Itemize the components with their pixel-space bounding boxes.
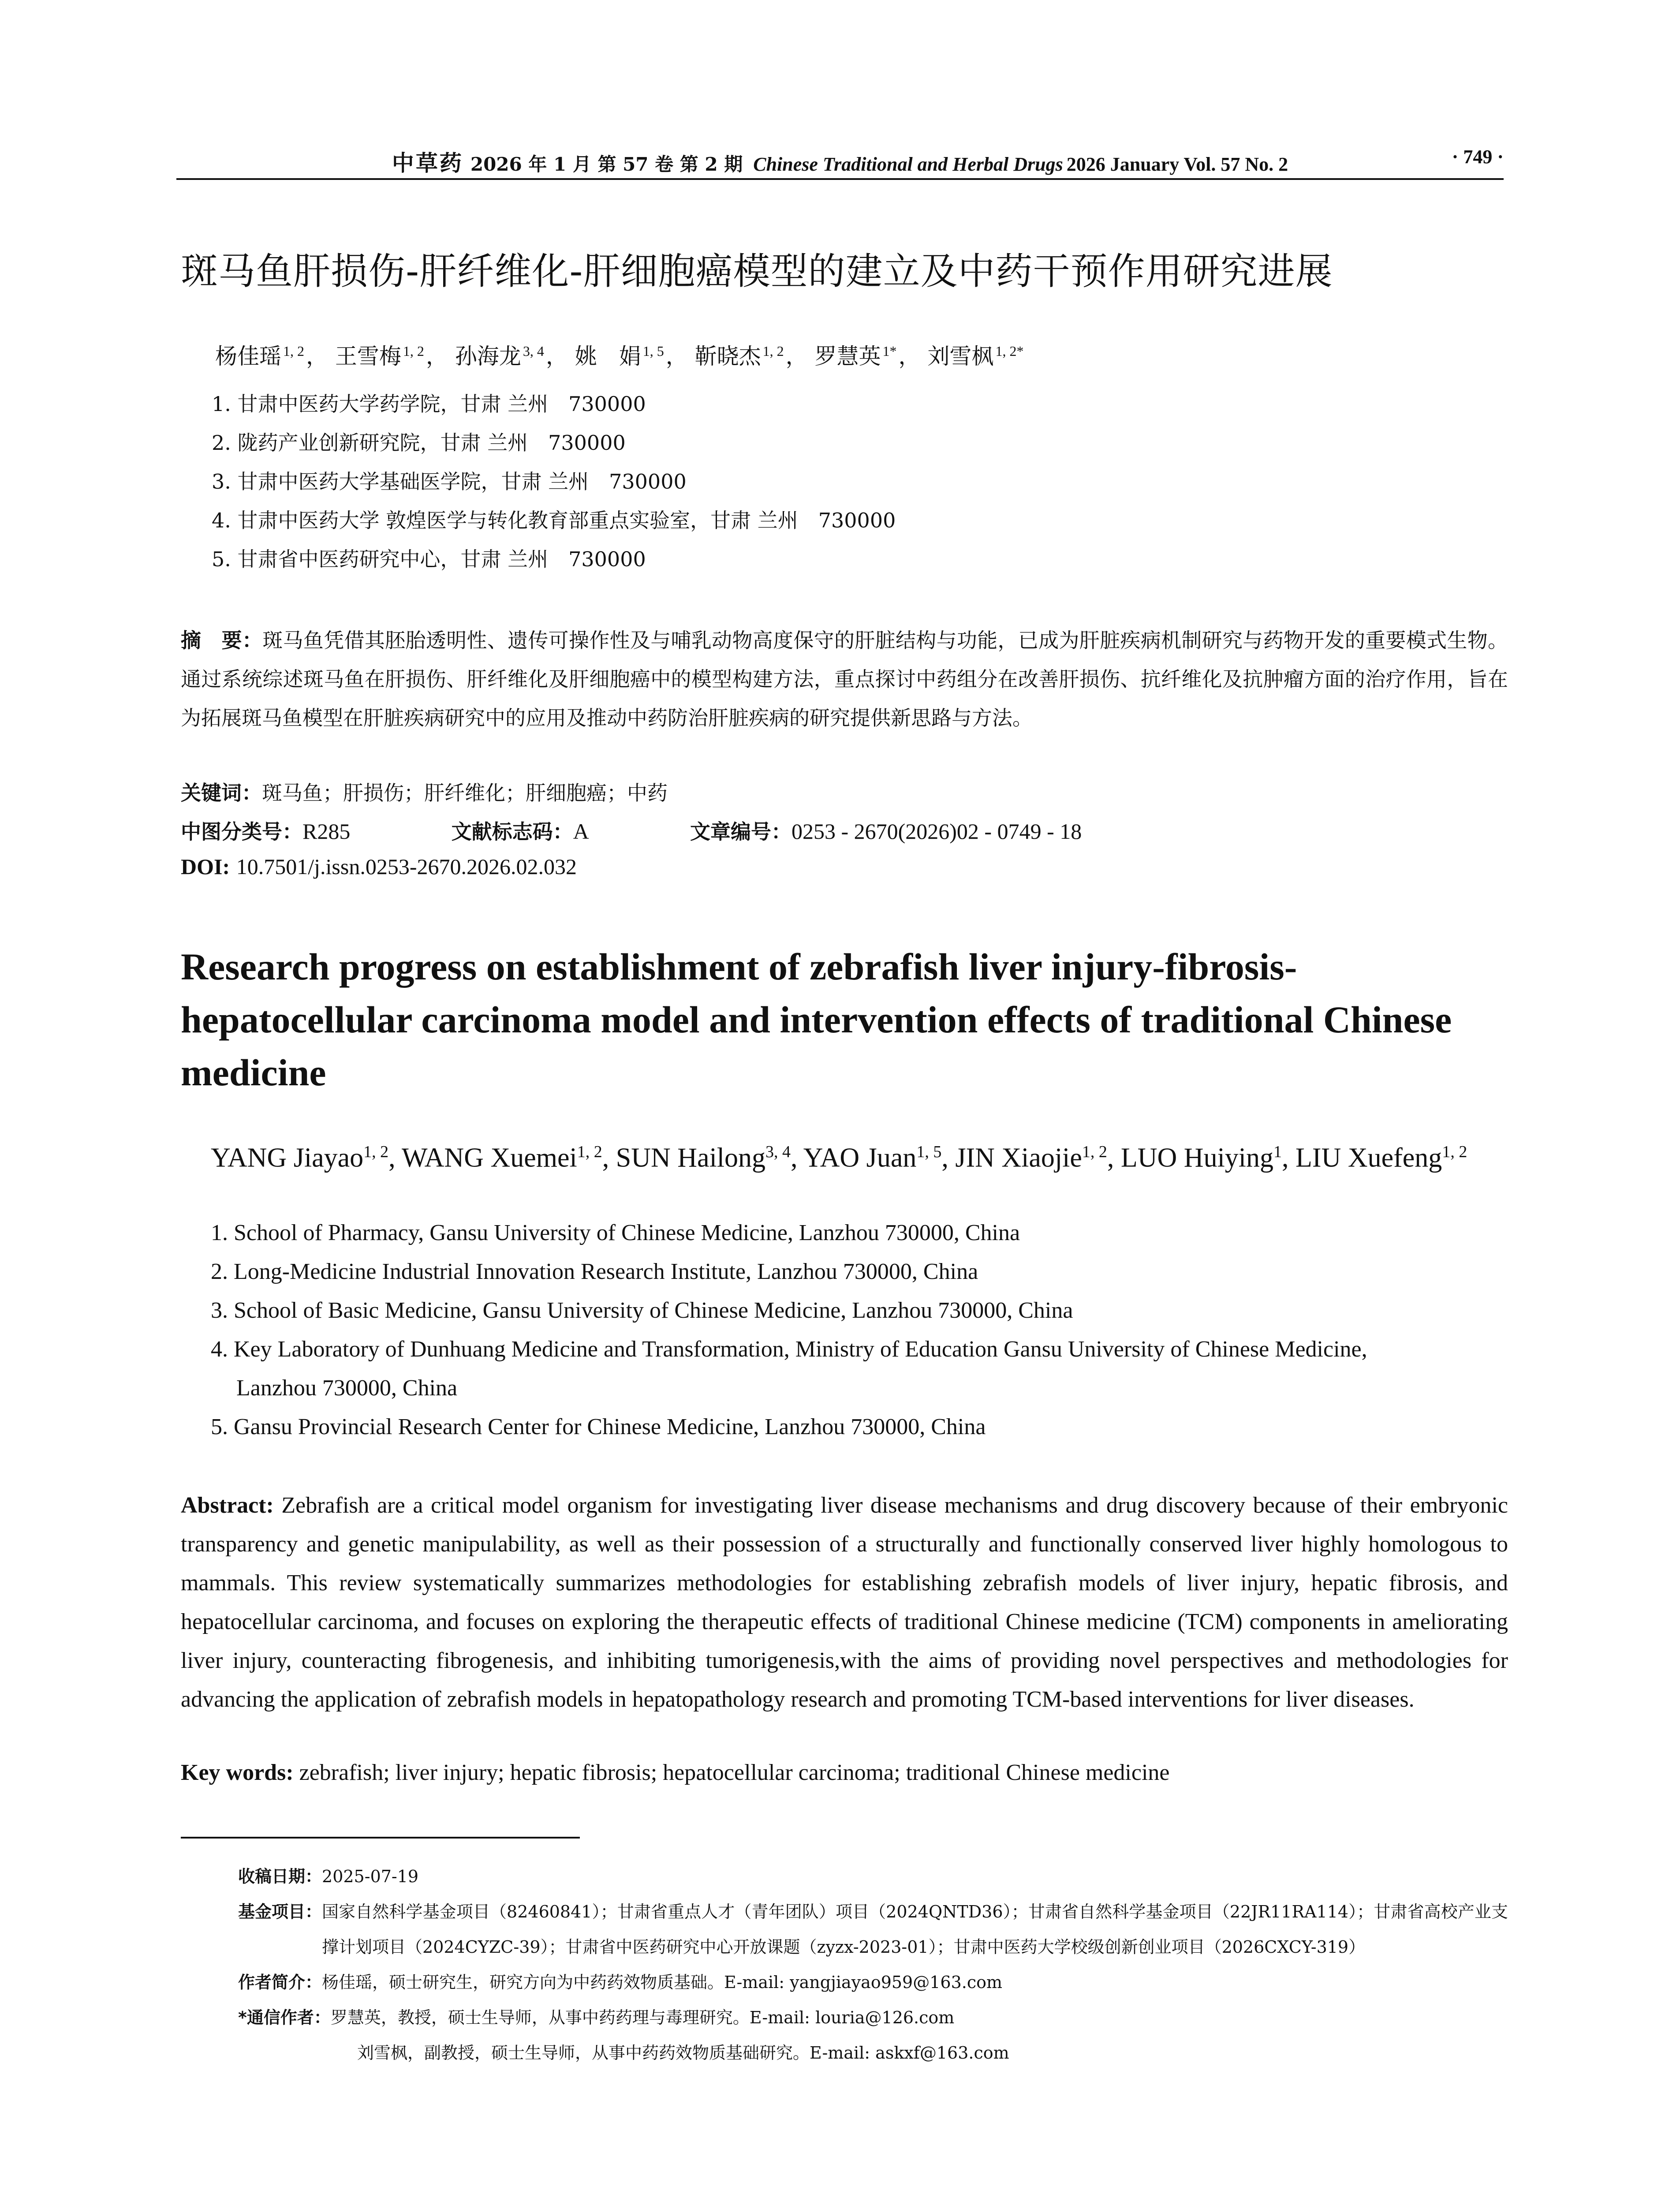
- author-separator: ，: [785, 344, 808, 369]
- doi-line: [181, 854, 1508, 879]
- keywords-text-en: zebrafish; liver injury; hepatic fibrosis; hepatocellular carcinoma; traditional Chinese medicine: [299, 1760, 1170, 1785]
- author-en: YANG Jiayao: [211, 1143, 364, 1173]
- author-cn: 靳晓杰: [694, 344, 761, 369]
- authors-en: [211, 1132, 1508, 1177]
- author-separator: ,: [1107, 1143, 1121, 1173]
- affiliation-cn: 1. 甘肃中医药大学药学院，甘肃 兰州 730000: [212, 392, 646, 416]
- author-separator: ,: [941, 1143, 956, 1173]
- affiliations-en: [211, 1214, 1508, 1446]
- clc-value: R285: [302, 819, 351, 844]
- author-en: LUO Huiying: [1120, 1143, 1274, 1173]
- author-affil-sup: 1, 2: [577, 1143, 602, 1161]
- doi-label: DOI:: [181, 854, 230, 879]
- article-no-label: 文章编号：: [690, 820, 791, 844]
- author-separator: ，: [306, 344, 328, 369]
- author-en: WANG Xuemei: [402, 1143, 577, 1173]
- issue-date-cn: 2026 年 1 月 第 57 卷 第 2 期: [470, 153, 743, 175]
- journal-name-cn: 中草药: [392, 150, 463, 176]
- fund-text: 国家自然科学基金项目（82460841）；甘肃省重点人才（青年团队）项目（2024QNTD36）；甘肃省自然科学基金项目（22JR11RA114）；甘肃省高校产业支撑计划项目（2024CYZC-39）；甘肃省中医药研究中心开放课题（zyzx-2023-01）；甘肃中医药大学校级创新创业项目（2026CXCY-319）: [322, 1902, 1508, 1957]
- title-cn: 斑马鱼肝损伤-肝纤维化-肝细胞癌模型的建立及中药干预作用研究进展: [181, 250, 1333, 293]
- author-affil-sup: 1, 2: [1082, 1143, 1107, 1161]
- author-affil-sup: 3, 4: [523, 343, 544, 359]
- bio-label: 作者简介：: [238, 1973, 322, 1992]
- page-number: · 749 ·: [1452, 146, 1504, 168]
- author-affil-sup: 1, 2: [283, 343, 304, 359]
- author-separator: ，: [898, 344, 921, 369]
- affiliation-en: 1. School of Pharmacy, Gansu University of Chinese Medicine, Lanzhou 730000, China: [211, 1220, 1020, 1245]
- author-affil-sup: 1, 2: [403, 343, 424, 359]
- issue-date-en: 2026 January Vol. 57 No. 2: [1066, 153, 1288, 175]
- doc-code-value: A: [573, 819, 589, 844]
- author-affil-sup: 1, 5: [642, 343, 664, 359]
- received-label: 收稿日期：: [238, 1867, 322, 1886]
- abstract-label-en: Abstract:: [181, 1493, 274, 1518]
- footnote-divider: [181, 1837, 580, 1839]
- received-date: 2025-07-19: [322, 1867, 419, 1886]
- footnote-received: [238, 1859, 1508, 1894]
- affiliation-en-continued: Lanzhou 730000, China: [236, 1375, 458, 1401]
- abstract-text-cn: 斑马鱼凭借其胚胎透明性、遗传可操作性及与哺乳动物高度保守的肝脏结构与功能，已成为肝脏疾病机制研究与药物开发的重要模式生物。通过系统综述斑马鱼在肝损伤、肝纤维化及肝细胞癌中的模型构建方法，重点探讨中药组分在改善肝损伤、抗纤维化及抗肿瘤方面的治疗作用，旨在为拓展斑马鱼模型在肝脏疾病研究中的应用及推动中药防治肝脏疾病的研究提供新思路与方法。: [181, 628, 1508, 730]
- author-cn: 姚 娟: [575, 344, 641, 369]
- author-en: SUN Hailong: [616, 1143, 766, 1173]
- author-en: JIN Xiaojie: [955, 1143, 1082, 1173]
- author-separator: ,: [602, 1143, 616, 1173]
- author-affil-sup: 1, 2: [363, 1143, 389, 1161]
- author-affil-sup: 1, 2: [762, 343, 784, 359]
- affiliation-en: 4. Key Laboratory of Dunhuang Medicine and Transformation, Ministry of Education Gansu University of Chinese Medicine,: [211, 1337, 1367, 1362]
- author-affil-sup: 1*: [882, 343, 897, 359]
- clc-label: 中图分类号：: [181, 820, 302, 844]
- author-separator: ,: [791, 1143, 803, 1173]
- affiliation-en: 5. Gansu Provincial Research Center for Chinese Medicine, Lanzhou 730000, China: [211, 1414, 986, 1439]
- corresponding-text-2: 刘雪枫，副教授，硕士生导师，从事中药药效物质基础研究。E-mail: askxf@163.com: [357, 2043, 1009, 2063]
- footnotes: [238, 1859, 1508, 2070]
- author-affil-sup: 1, 5: [916, 1143, 942, 1161]
- author-en: LIU Xuefeng: [1295, 1143, 1442, 1173]
- author-separator: ,: [388, 1143, 402, 1173]
- corresponding-text: 罗慧英，教授，硕士生导师，从事中药药理与毒理研究。E-mail: louria@126.com: [330, 2008, 955, 2027]
- footnote-bio: [238, 1965, 1508, 2000]
- affiliation-cn: 3. 甘肃中医药大学基础医学院，甘肃 兰州 730000: [212, 470, 687, 493]
- abstract-text-en: Zebrafish are a critical model organism for investigating liver disease mechanisms and drug discovery because of their embryonic transparency and genetic manipulability, as well as their possession of a structurally and functionally conserved liver highly homologous to mammals. This review systematically summarizes methodologies for establishing zebrafish models of liver injury, hepatic fibrosis, and hepatocellular carcinoma, and focuses on exploring the therapeutic effects of traditional Chinese medicine (TCM) components in ameliorating liver injury, counteracting fibrogenesis, and inhibiting tumorigenesis,with the aims of providing novel perspectives and methodologies for advancing the application of zebrafish models in hepatopathology research and promoting TCM-based interventions for liver diseases.: [181, 1493, 1508, 1712]
- author-cn: 刘雪枫: [927, 344, 994, 369]
- title-en: Research progress on establishment of zebrafish liver injury-fibrosis-hepatocellular carcinoma model and intervention effects of traditional Chinese medicine: [181, 946, 1452, 1094]
- keywords-label-en: Key words:: [181, 1760, 294, 1785]
- affiliation-cn: 2. 陇药产业创新研究院，甘肃 兰州 730000: [212, 431, 626, 455]
- authors-cn: [215, 339, 1025, 370]
- affiliation-en: 3. School of Basic Medicine, Gansu University of Chinese Medicine, Lanzhou 730000, China: [211, 1298, 1073, 1323]
- affiliations-cn: [212, 385, 896, 579]
- running-header: [176, 142, 1504, 180]
- keywords-label-cn: 关键词：: [181, 781, 262, 805]
- author-en: YAO Juan: [803, 1143, 917, 1173]
- affiliation-cn: 4. 甘肃中医药大学 敦煌医学与转化教育部重点实验室，甘肃 兰州 730000: [212, 508, 896, 532]
- abstract-en: [181, 1486, 1508, 1719]
- author-cn: 杨佳瑶: [215, 344, 281, 369]
- footnote-fund: [238, 1894, 1508, 1965]
- author-affil-sup: 3, 4: [765, 1143, 791, 1161]
- author-affil-sup: 1, 2*: [995, 343, 1024, 359]
- author-separator: ,: [1282, 1143, 1296, 1173]
- fund-label: 基金项目：: [238, 1902, 322, 1921]
- corresponding-label: *通信作者：: [238, 2008, 331, 2027]
- author-separator: ，: [545, 344, 568, 369]
- author-separator: ，: [665, 344, 688, 369]
- author-separator: ，: [426, 344, 448, 369]
- doi-value: 10.7501/j.issn.0253-2670.2026.02.032: [236, 854, 577, 879]
- affiliation-cn: 5. 甘肃省中医药研究中心，甘肃 兰州 730000: [212, 547, 646, 571]
- abstract-cn: [181, 621, 1508, 737]
- author-affil-sup: 1: [1273, 1143, 1282, 1161]
- doc-code-label: 文献标志码：: [451, 820, 573, 844]
- keywords-en: [181, 1760, 1508, 1786]
- keywords-cn: [181, 777, 1508, 806]
- abstract-label-cn: 摘 要：: [181, 628, 263, 652]
- author-cn: 孙海龙: [455, 344, 521, 369]
- footnote-corresponding: [238, 2000, 1508, 2035]
- running-header-text: [176, 146, 1504, 177]
- author-cn: 王雪梅: [335, 344, 401, 369]
- author-cn: 罗慧英: [814, 344, 881, 369]
- keywords-text-cn: 斑马鱼；肝损伤；肝纤维化；肝细胞癌；中药: [262, 781, 668, 805]
- author-affil-sup: 1, 2: [1442, 1143, 1467, 1161]
- classification-line: [181, 816, 1508, 845]
- journal-name-en: Chinese Traditional and Herbal Drugs: [753, 153, 1063, 175]
- bio-text: 杨佳瑶，硕士研究生，研究方向为中药药效物质基础。E-mail: yangjiayao959@163.com: [322, 1973, 1003, 1992]
- article-no-value: 0253 - 2670(2026)02 - 0749 - 18: [791, 819, 1082, 844]
- affiliation-en: 2. Long-Medicine Industrial Innovation Research Institute, Lanzhou 730000, China: [211, 1259, 978, 1284]
